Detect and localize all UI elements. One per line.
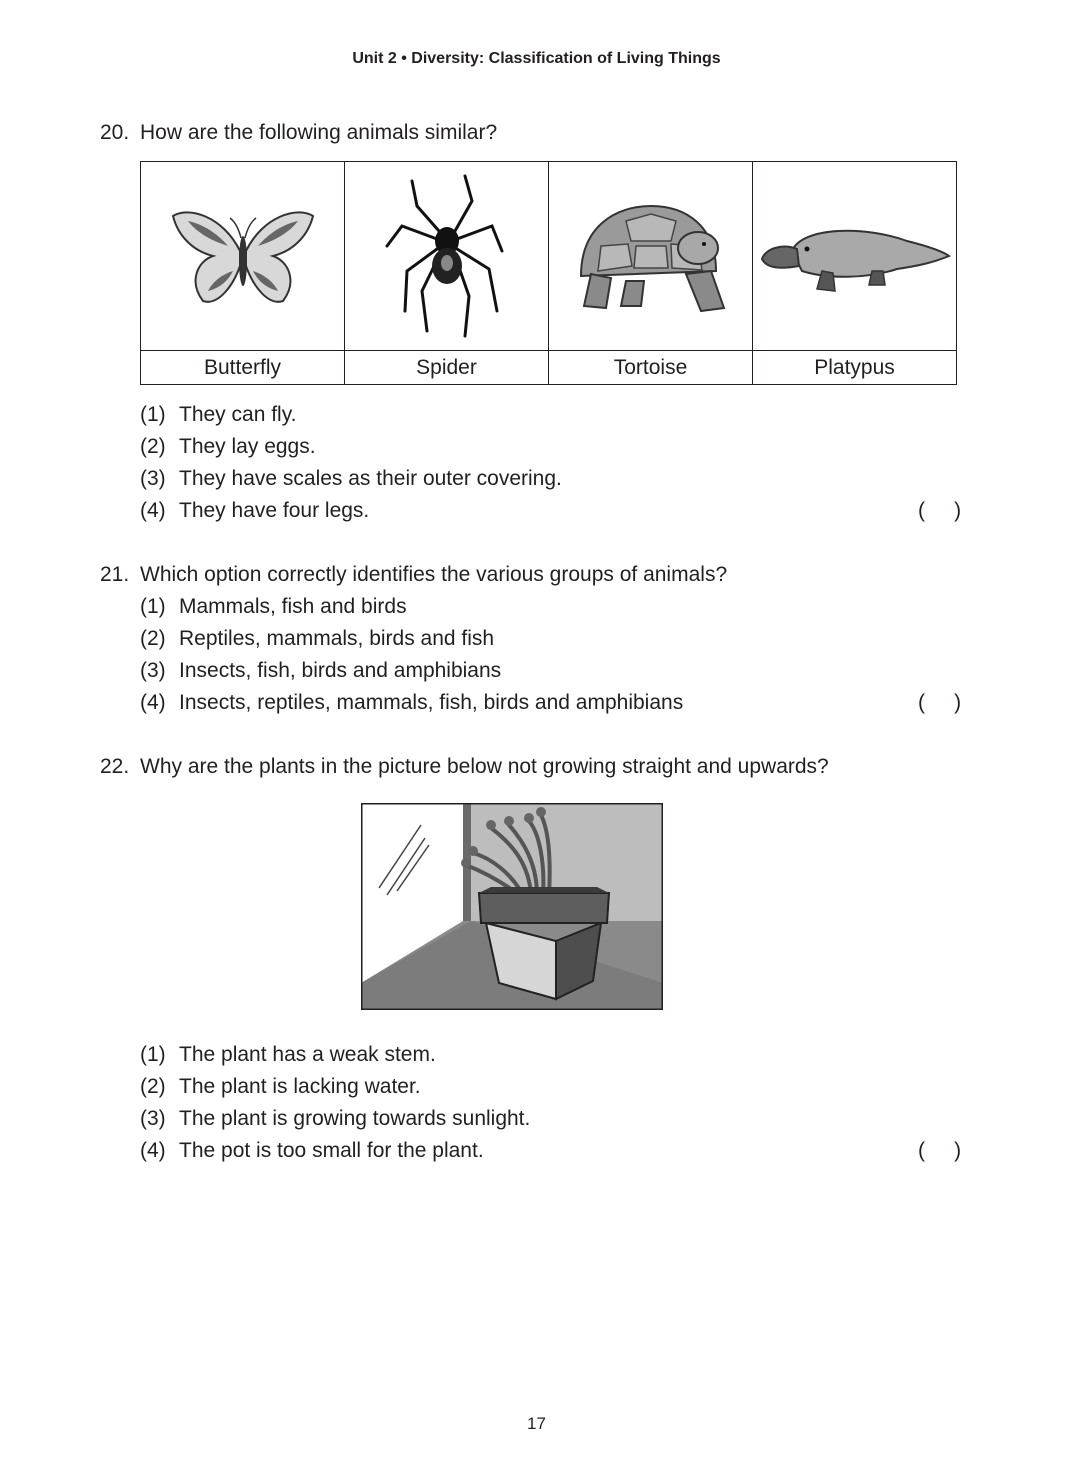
option-label: (4): [140, 1139, 166, 1162]
question-22: [100, 751, 1000, 783]
option-label: (4): [140, 691, 166, 714]
option-text: The plant is growing towards sunlight.: [179, 1107, 531, 1130]
answer-box[interactable]: ( ): [918, 499, 962, 522]
option-label: (3): [140, 467, 166, 490]
spider-cell: [345, 162, 549, 351]
platypus-icon: [757, 211, 952, 301]
animal-label: Spider: [345, 351, 549, 385]
question-20: [100, 117, 1000, 149]
spider-icon: [377, 171, 517, 341]
option-text: They can fly.: [179, 403, 297, 426]
question-number: 21.: [100, 563, 130, 586]
tortoise-icon: [566, 186, 736, 326]
option-text: They lay eggs.: [179, 435, 316, 458]
page-header: [0, 50, 1073, 68]
butterfly-icon: [168, 196, 318, 316]
option-label: (1): [140, 595, 166, 618]
option-text: Insects, reptiles, mammals, fish, birds and amphibians: [179, 691, 684, 714]
platypus-cell: [753, 162, 957, 351]
question-stem: How are the following animals similar?: [140, 121, 498, 144]
animal-label: Butterfly: [141, 351, 345, 385]
question-stem: Which option correctly identifies the various groups of animals?: [140, 563, 728, 586]
option-label: (2): [140, 435, 166, 458]
option-text: Insects, fish, birds and amphibians: [179, 659, 502, 682]
unit-label: Unit 2: [352, 50, 397, 67]
option-label: (4): [140, 499, 166, 522]
answer-box[interactable]: ( ): [918, 1139, 962, 1162]
answer-box[interactable]: ( ): [918, 691, 962, 714]
animal-label: Platypus: [753, 351, 957, 385]
option-text: The plant is lacking water.: [179, 1075, 421, 1098]
animals-table: [140, 161, 957, 385]
animal-label: Tortoise: [549, 351, 753, 385]
option-text: The plant has a weak stem.: [179, 1043, 436, 1066]
option-text: The pot is too small for the plant.: [179, 1139, 484, 1162]
option-label: (2): [140, 627, 166, 650]
option-text: Reptiles, mammals, birds and fish: [179, 627, 495, 650]
question-stem: Why are the plants in the picture below not growing straight and upwards?: [140, 755, 829, 778]
unit-title: Diversity: Classification of Living Things: [411, 50, 721, 67]
question-21: [100, 559, 1000, 591]
option-text: They have four legs.: [179, 499, 370, 522]
question-number: 20.: [100, 121, 130, 144]
option-label: (3): [140, 659, 166, 682]
page-number: 17: [527, 1414, 546, 1433]
plant-figure: [361, 803, 663, 1010]
butterfly-cell: [141, 162, 345, 351]
option-label: (1): [140, 403, 166, 426]
option-label: (2): [140, 1075, 166, 1098]
header-separator: •: [401, 50, 407, 67]
option-text: They have scales as their outer covering.: [179, 467, 562, 490]
option-label: (1): [140, 1043, 166, 1066]
option-label: (3): [140, 1107, 166, 1130]
tortoise-cell: [549, 162, 753, 351]
option-text: Mammals, fish and birds: [179, 595, 407, 618]
plant-in-pot-by-window-icon: [361, 803, 663, 1010]
question-number: 22.: [100, 755, 130, 778]
